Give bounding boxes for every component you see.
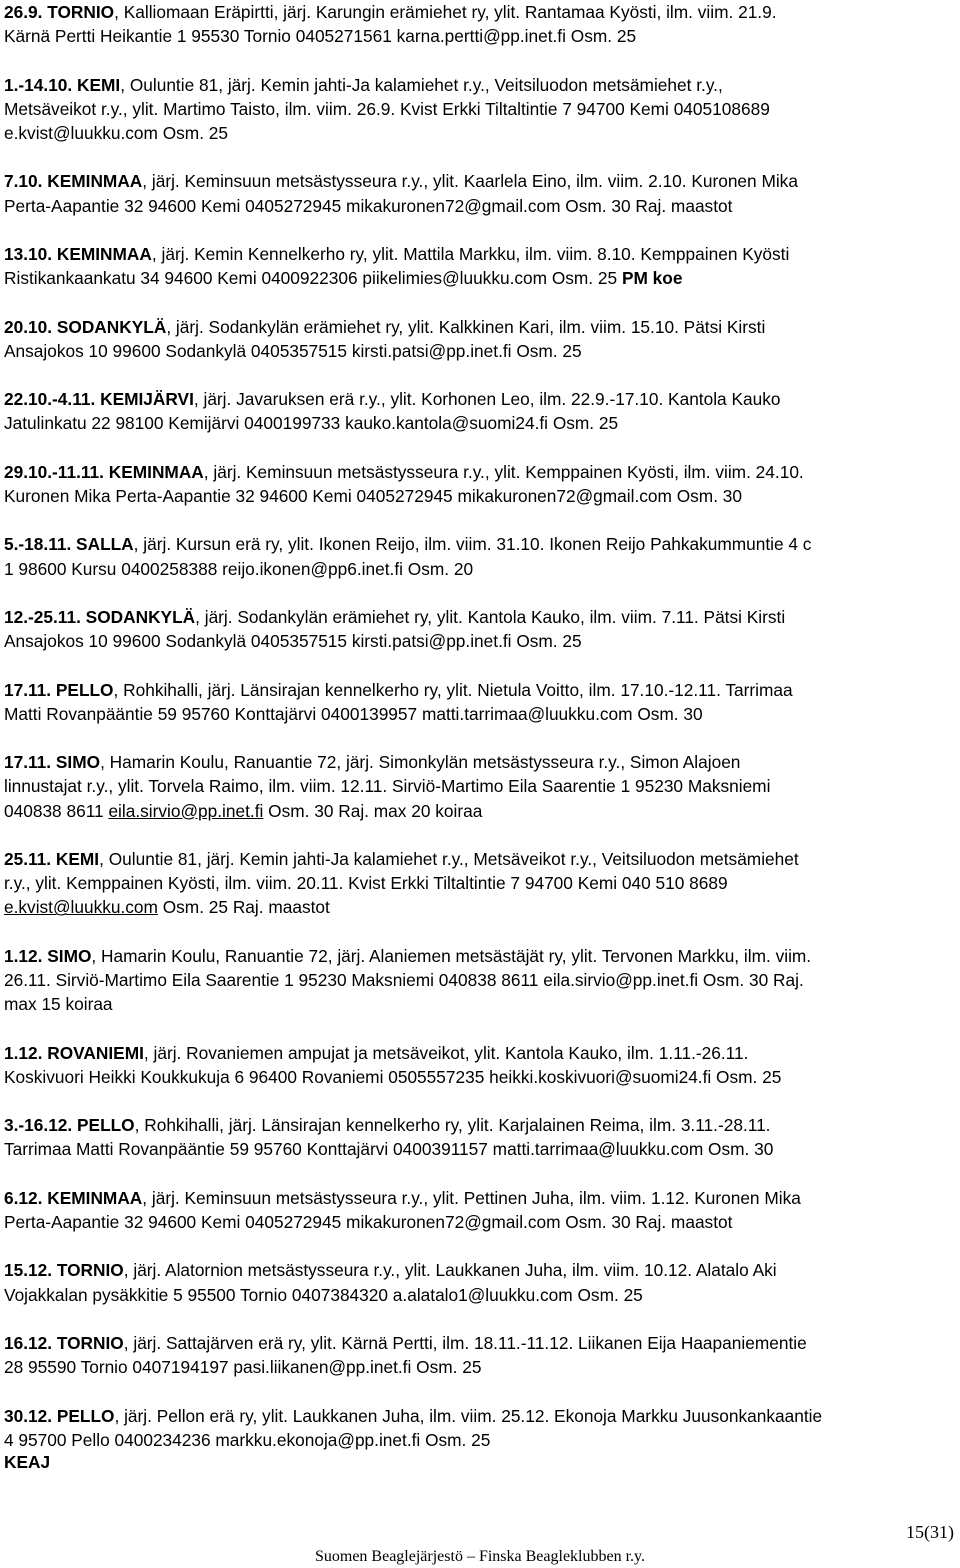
entry-text: 28 95590 Tornio 0407194197 pasi.liikanen@pp.inet.fi Osm. 25 xyxy=(4,1357,482,1378)
entry-date-location: 30.12. PELLO xyxy=(4,1405,115,1426)
entry-text: , Rohkihalli, järj. Länsirajan kennelkerho ry, ylit. Karjalainen Reima, ilm. 3.11.-28.11. xyxy=(134,1115,771,1136)
entry-line xyxy=(4,1258,958,1282)
entry-line xyxy=(4,629,958,653)
entry-text: linnustajat r.y., ylit. Torvela Raimo, ilm. viim. 12.11. Sirviö-Martimo Eila Saarentie 1 95230 Maksniemi xyxy=(4,776,771,797)
entry-date-location: 17.11. SIMO xyxy=(4,752,101,773)
entry-line xyxy=(4,194,958,218)
trial-entry xyxy=(4,847,958,920)
trial-entry xyxy=(4,1186,958,1234)
entry-line xyxy=(4,266,958,290)
entry-line xyxy=(4,121,958,145)
trial-entry xyxy=(4,169,958,217)
entry-text: , Kalliomaan Eräpirtti, järj. Karungin erämiehet ry, ylit. Rantamaa Kyösti, ilm. viim. 21.9. xyxy=(114,2,777,22)
entry-line xyxy=(4,847,958,871)
email-link[interactable]: eila.sirvio@pp.inet.fi xyxy=(108,800,264,821)
entry-text: Ansajokos 10 99600 Sodankylä 0405357515 kirsti.patsi@pp.inet.fi Osm. 25 xyxy=(4,340,582,361)
entry-line xyxy=(4,678,958,702)
entry-line xyxy=(4,750,958,774)
entry-line xyxy=(4,0,958,24)
entry-line xyxy=(4,895,958,919)
entry-text: , järj. Keminsuun metsästysseura r.y., ylit. Kemppainen Kyösti, ilm. viim. 24.10. xyxy=(203,461,804,482)
entry-date-location: PM koe xyxy=(621,268,683,289)
entry-line xyxy=(4,702,958,726)
trial-entry xyxy=(4,242,958,290)
entry-text: r.y., ylit. Kemppainen Kyösti, ilm. viim. 20.11. Kvist Erkki Tiltaltintie 7 94700 Kemi 040 510 8689 xyxy=(4,873,728,894)
entry-line xyxy=(4,73,958,97)
entry-line xyxy=(4,605,958,629)
trial-entry xyxy=(4,1041,958,1089)
entry-text: Perta-Aapantie 32 94600 Kemi 0405272945 mikakuronen72@gmail.com Osm. 30 Raj. maastot xyxy=(4,1211,733,1232)
entry-text: 26.11. Sirviö-Martimo Eila Saarentie 1 95230 Maksniemi 040838 8611 eila.sirvio@pp.inet.fi Osm. 30 Raj. xyxy=(4,969,804,990)
entry-line xyxy=(4,774,958,798)
trial-entry xyxy=(4,750,958,823)
entry-date-location: 25.11. KEMI xyxy=(4,848,100,869)
entry-line xyxy=(4,169,958,193)
entry-line xyxy=(4,242,958,266)
entry-text: 4 95700 Pello 0400234236 markku.ekonoja@pp.inet.fi Osm. 25 xyxy=(4,1429,491,1450)
entry-line xyxy=(4,944,958,968)
entry-text: Ristikankaankatu 34 94600 Kemi 0400922306 piikelimies@luukku.com Osm. 25 xyxy=(4,268,622,289)
trial-entry xyxy=(4,387,958,435)
trial-entry xyxy=(4,315,958,363)
entry-line xyxy=(4,1137,958,1161)
entry-line xyxy=(4,1283,958,1307)
entry-date-location: 26.9. TORNIO xyxy=(4,2,115,22)
entry-text: Osm. 25 Raj. maastot xyxy=(157,897,330,918)
entry-text: Koskivuori Heikki Koukkukuja 6 96400 Rovaniemi 0505557235 heikki.koskivuori@suomi24.fi Osm. 25 xyxy=(4,1066,782,1087)
entry-text: , järj. Keminsuun metsästysseura r.y., ylit. Pettinen Juha, ilm. viim. 1.12. Kuronen Mika xyxy=(142,1187,801,1208)
entry-text: , järj. Pellon erä ry, ylit. Laukkanen Juha, ilm. viim. 25.12. Ekonoja Markku Juusonkankaantie xyxy=(114,1405,823,1426)
entry-text: , järj. Rovaniemen ampujat ja metsäveikot, ylit. Kantola Kauko, ilm. 1.11.-26.11. xyxy=(143,1042,749,1063)
entry-date-location: 3.-16.12. PELLO xyxy=(4,1115,135,1136)
entry-date-location: 20.10. SODANKYLÄ xyxy=(4,316,167,337)
entry-text: Perta-Aapantie 32 94600 Kemi 0405272945 mikakuronen72@gmail.com Osm. 30 Raj. maastot xyxy=(4,195,733,216)
trial-entry xyxy=(4,73,958,146)
trial-entry xyxy=(4,944,958,1017)
entry-text: Ansajokos 10 99600 Sodankylä 0405357515 kirsti.patsi@pp.inet.fi Osm. 25 xyxy=(4,631,582,652)
trial-entry xyxy=(4,1404,958,1452)
entry-line xyxy=(4,1186,958,1210)
entry-text: Vojakkalan pysäkkitie 5 95500 Tornio 0407384320 a.alatalo1@luukku.com Osm. 25 xyxy=(4,1284,643,1305)
entry-date-location: 5.-18.11. SALLA xyxy=(4,534,134,555)
entry-text: , järj. Sattajärven erä ry, ylit. Kärnä Pertti, ilm. 18.11.-11.12. Liikanen Eija Haapaniementie xyxy=(123,1332,807,1353)
entry-line xyxy=(4,1210,958,1234)
entry-line xyxy=(4,1331,958,1355)
entry-date-location: 12.-25.11. SODANKYLÄ xyxy=(4,606,196,627)
entry-line xyxy=(4,799,958,823)
email-link[interactable]: e.kvist@luukku.com xyxy=(4,897,158,918)
entry-line xyxy=(4,992,958,1016)
entry-date-location: 16.12. TORNIO xyxy=(4,1332,124,1353)
entry-text: 1 98600 Kursu 0400258388 reijo.ikonen@pp6.inet.fi Osm. 20 xyxy=(4,558,474,579)
entry-text: , Ouluntie 81, järj. Kemin jahti-Ja kalamiehet r.y., Veitsiluodon metsämiehet r.y., xyxy=(120,74,723,95)
entry-text: max 15 koiraa xyxy=(4,994,113,1015)
entry-line xyxy=(4,24,958,48)
entry-text: , Ouluntie 81, järj. Kemin jahti-Ja kalamiehet r.y., Metsäveikot r.y., Veitsiluodon metsämiehet xyxy=(99,848,799,869)
entry-line xyxy=(4,1404,958,1428)
entry-line xyxy=(4,968,958,992)
entry-date-location: 6.12. KEMINMAA xyxy=(4,1187,143,1208)
entry-date-location: 17.11. PELLO xyxy=(4,679,114,700)
entry-text: , järj. Keminsuun metsästysseura r.y., ylit. Kaarlela Eino, ilm. viim. 2.10. Kuronen Mika xyxy=(142,171,798,192)
entry-text: , järj. Sodankylän erämiehet ry, ylit. Kalkkinen Kari, ilm. viim. 15.10. Pätsi Kirsti xyxy=(166,316,766,337)
entry-line xyxy=(4,411,958,435)
trial-entry xyxy=(4,460,958,508)
entry-date-location: 1.12. SIMO xyxy=(4,945,92,966)
entry-line xyxy=(4,1041,958,1065)
section-heading: KEAJ xyxy=(4,1452,51,1472)
trial-entry xyxy=(4,0,958,48)
entry-text: , järj. Kursun erä ry, ylit. Ikonen Reijo, ilm. viim. 31.10. Ikonen Reijo Pahkakummuntie 4 c xyxy=(133,534,812,555)
trial-entry xyxy=(4,605,958,653)
entry-line xyxy=(4,339,958,363)
entry-text: Kärnä Pertti Heikantie 1 95530 Tornio 0405271561 karna.pertti@pp.inet.fi Osm. 25 xyxy=(4,26,637,47)
entry-line xyxy=(4,315,958,339)
entry-date-location: 29.10.-11.11. KEMINMAA xyxy=(4,461,204,482)
entry-text: , järj. Alatornion metsästysseura r.y., ylit. Laukkanen Juha, ilm. viim. 10.12. Alatalo Aki xyxy=(123,1260,777,1281)
entry-date-location: 15.12. TORNIO xyxy=(4,1260,124,1281)
entry-date-location: 22.10.-4.11. KEMIJÄRVI xyxy=(4,389,194,410)
entry-text: Jatulinkatu 22 98100 Kemijärvi 0400199733 kauko.kantola@suomi24.fi Osm. 25 xyxy=(4,413,619,434)
entry-line xyxy=(4,1355,958,1379)
entry-line xyxy=(4,1065,958,1089)
entry-text: Tarrimaa Matti Rovanpääntie 59 95760 Konttajärvi 0400391157 matti.tarrimaa@luukku.com Osm. 30 xyxy=(4,1139,774,1160)
entry-line xyxy=(4,532,958,556)
trial-entry xyxy=(4,1258,958,1306)
trial-entry xyxy=(4,532,958,580)
entry-text: 040838 8611 xyxy=(4,800,109,821)
page-number: 15(31) xyxy=(906,1522,954,1542)
entry-line xyxy=(4,387,958,411)
entry-line xyxy=(4,460,958,484)
entry-text: , järj. Javaruksen erä r.y., ylit. Korhonen Leo, ilm. 22.9.-17.10. Kantola Kauko xyxy=(193,389,781,410)
entry-text: , järj. Kemin Kennelkerho ry, ylit. Mattila Markku, ilm. viim. 8.10. Kemppainen Kyösti xyxy=(151,243,790,264)
trial-entry xyxy=(4,1331,958,1379)
entry-date-location: 1.12. ROVANIEMI xyxy=(4,1042,144,1063)
trial-entry xyxy=(4,1113,958,1161)
entry-line xyxy=(4,97,958,121)
entry-text: , Hamarin Koulu, Ranuantie 72, järj. Alaniemen metsästäjät ry, ylit. Tervonen Markku, ilm. viim. xyxy=(91,945,812,966)
entry-text: , järj. Sodankylän erämiehet ry, ylit. Kantola Kauko, ilm. viim. 7.11. Pätsi Kirsti xyxy=(195,606,786,627)
entry-text: , Hamarin Koulu, Ranuantie 72, järj. Simonkylän metsästysseura r.y., Simon Alajoen xyxy=(100,752,741,773)
entry-text: Metsäveikot r.y., ylit. Martimo Taisto, ilm. viim. 26.9. Kvist Erkki Tiltaltintie 7 94700 Kemi 0405108689 xyxy=(4,98,770,119)
entry-line xyxy=(4,1428,958,1452)
entry-text: Matti Rovanpääntie 59 95760 Konttajärvi 0400139957 matti.tarrimaa@luukku.com Osm. 30 xyxy=(4,703,703,724)
entry-line xyxy=(4,1113,958,1137)
entry-date-location: 7.10. KEMINMAA xyxy=(4,171,143,192)
entry-text: Osm. 30 Raj. max 20 koiraa xyxy=(263,800,483,821)
entry-date-location: 1.-14.10. KEMI xyxy=(4,74,121,95)
entry-text: , Rohkihalli, järj. Länsirajan kennelkerho ry, ylit. Nietula Voitto, ilm. 17.10.-12.11. Tarrimaa xyxy=(113,679,793,700)
entry-text: e.kvist@luukku.com Osm. 25 xyxy=(4,123,229,143)
trial-listing xyxy=(4,0,958,1476)
entry-line xyxy=(4,484,958,508)
page-footer: Suomen Beaglejärjestö – Finska Beagleklubben r.y. xyxy=(314,1548,645,1565)
entry-date-location: 13.10. KEMINMAA xyxy=(4,243,152,264)
entry-line xyxy=(4,871,958,895)
entry-line xyxy=(4,557,958,581)
entry-text: Kuronen Mika Perta-Aapantie 32 94600 Kemi 0405272945 mikakuronen72@gmail.com Osm. 30 xyxy=(4,485,743,506)
trial-entry xyxy=(4,678,958,726)
